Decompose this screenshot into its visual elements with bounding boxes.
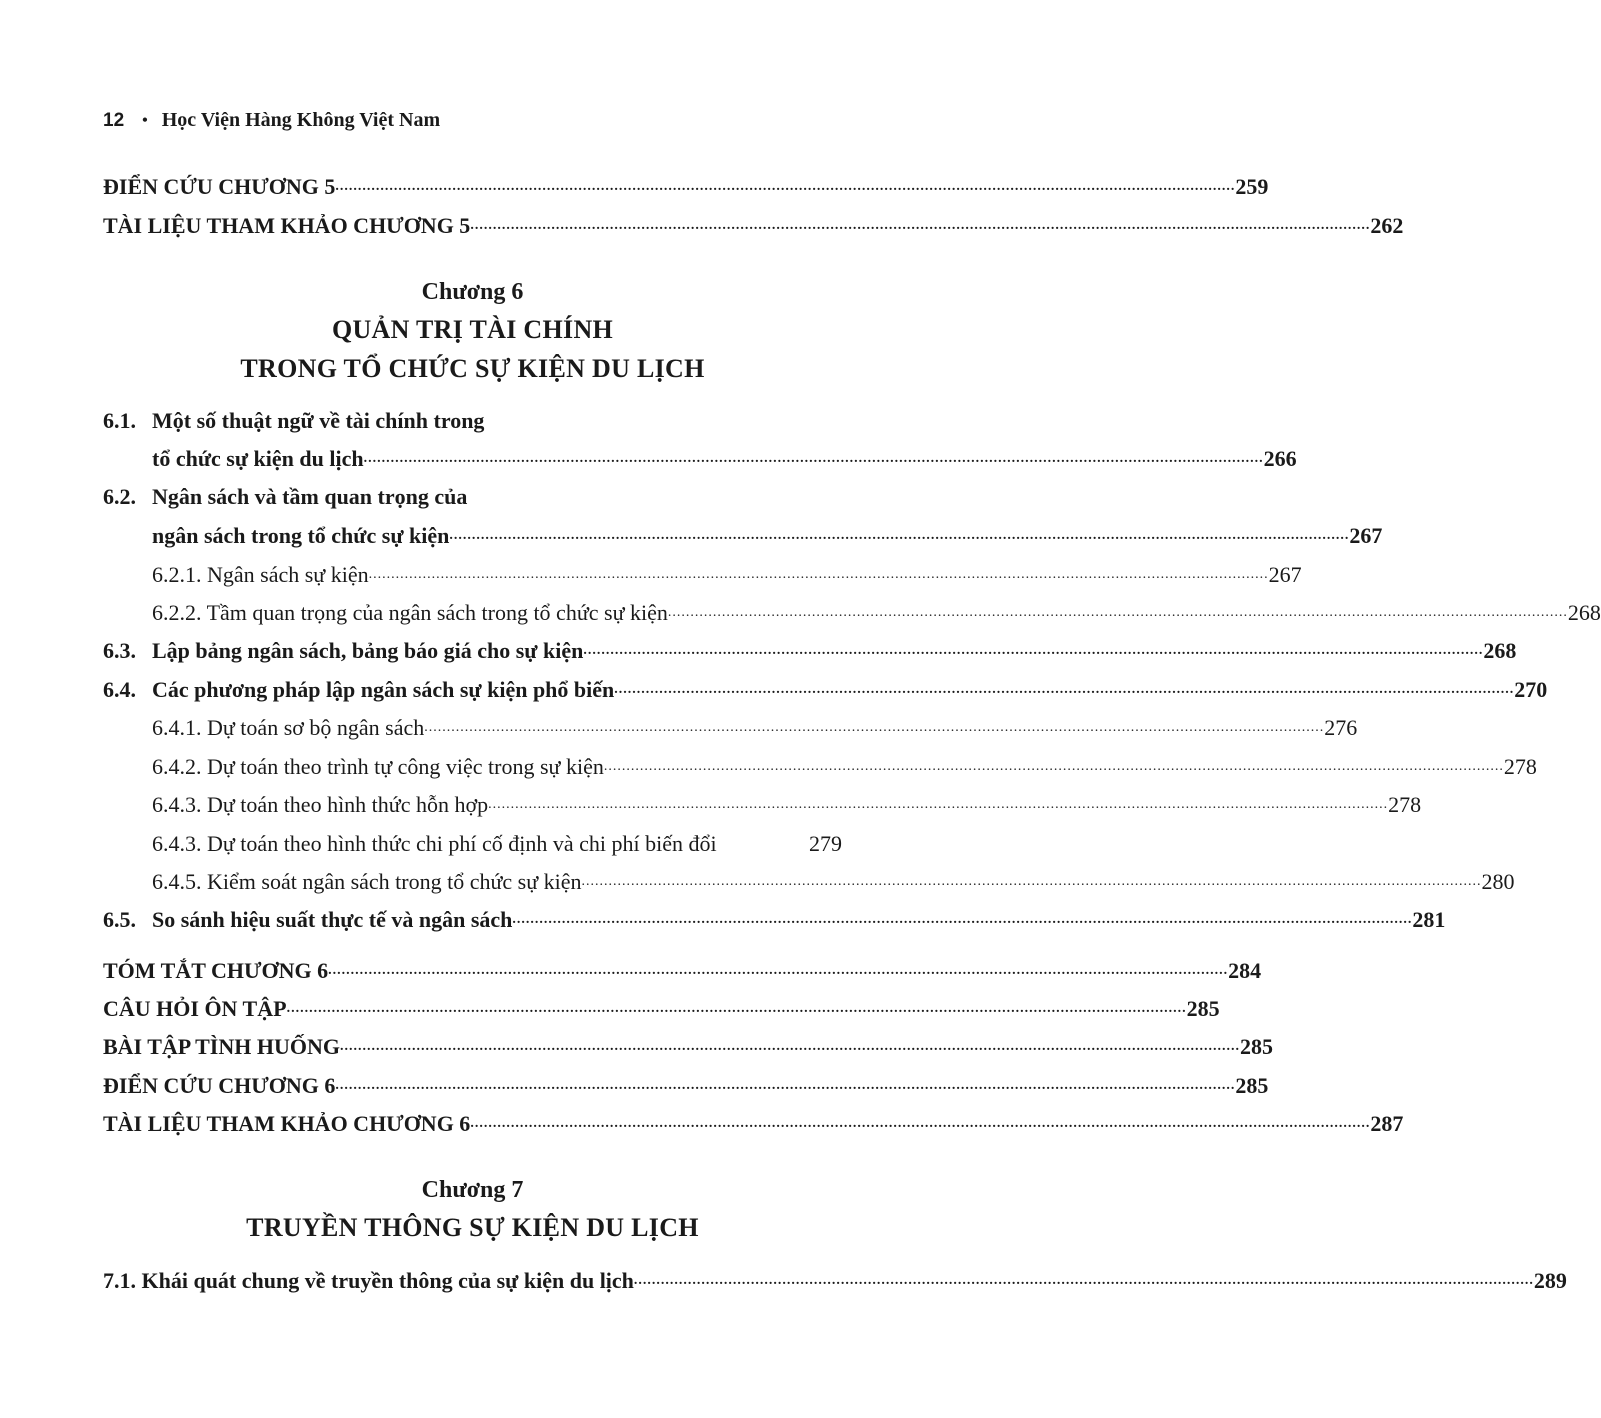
- entry-title: Lập bảng ngân sách, bảng báo giá cho sự kiện: [152, 638, 584, 663]
- indent: [103, 868, 152, 896]
- entry-title: 6.4.2. Dự toán theo trình tự công việc trong sự kiện: [152, 754, 604, 779]
- running-header: [103, 109, 440, 132]
- toc-entry: [103, 1110, 1404, 1138]
- entry-page-number: 285: [1235, 1073, 1269, 1098]
- indent: [103, 445, 152, 473]
- toc-entry: [103, 753, 1537, 781]
- leader-dots: ........................................................................................................................................................................................................: [286, 1001, 1187, 1016]
- entry-title: ĐIỂN CỨU CHƯƠNG 5: [103, 174, 336, 199]
- entry-title: 6.4.1. Dự toán sơ bộ ngân sách: [152, 715, 425, 740]
- publisher-name: Học Viện Hàng Không Việt Nam: [161, 109, 441, 131]
- toc-entry: [103, 957, 1262, 985]
- toc-entry: [103, 561, 1302, 589]
- entry-page-number: 267: [1349, 523, 1383, 548]
- entry-page-number: 270: [1514, 677, 1548, 702]
- toc-entry: [103, 995, 1220, 1023]
- leader-dots: ........................................................................................................................................................................................................: [614, 682, 1515, 697]
- toc-entry: [103, 906, 1446, 934]
- entry-page-number: 266: [1263, 446, 1297, 471]
- leader-dots: ........................................................................................................................................................................................................: [424, 720, 1325, 735]
- entry-page-number: 279: [809, 831, 842, 856]
- entry-page-number: 285: [1239, 1034, 1273, 1059]
- toc-entry: [103, 483, 842, 511]
- leader-dots: ........................................................................................................................................................................................................: [633, 1273, 1534, 1288]
- leader-dots: ........................................................................................................................................................................................................: [488, 797, 1389, 812]
- leader-dots: ........................................................................................................................................................................................................: [583, 643, 1484, 658]
- entry-title: 6.4.5. Kiểm soát ngân sách trong tổ chức sự kiện: [152, 869, 582, 894]
- toc-entry: [103, 445, 1297, 473]
- leader-dots: ........................................................................................................................................................................................................: [581, 874, 1482, 889]
- chapter-heading: Chương 6: [421, 279, 524, 305]
- indent: [103, 561, 152, 589]
- leader-dots: ........................................................................................................................................................................................................: [368, 567, 1269, 582]
- chapter-heading: Chương 7: [421, 1177, 524, 1203]
- entry-title: ĐIỂN CỨU CHƯƠNG 6: [103, 1073, 336, 1098]
- entry-title: Ngân sách và tầm quan trọng của: [152, 484, 468, 509]
- toc-entry: [103, 522, 1383, 550]
- indent: [103, 714, 152, 742]
- indent: [103, 791, 152, 819]
- leader-dots: ........................................................................................................................................................................................................: [512, 912, 1413, 927]
- entry-page-number: 284: [1228, 958, 1262, 983]
- leader-dots: ........................................................................................................................................................................................................: [335, 179, 1236, 194]
- indent: [103, 599, 152, 627]
- entry-title: TÀI LIỆU THAM KHẢO CHƯƠNG 5: [103, 213, 471, 238]
- entry-title: TÀI LIỆU THAM KHẢO CHƯƠNG 6: [103, 1111, 471, 1136]
- leader-dots: ........................................................................................................................................................................................................: [449, 528, 1350, 543]
- chapter-heading: QUẢN TRỊ TÀI CHÍNH: [331, 315, 614, 344]
- entry-page-number: 259: [1235, 174, 1269, 199]
- toc-entry: [103, 868, 1515, 896]
- toc-entry: [103, 676, 1548, 704]
- entry-page-number: 278: [1503, 754, 1537, 779]
- entry-page-number: 268: [1483, 638, 1517, 663]
- leader-dots: ........................................................................................................................................................................................................: [339, 1039, 1240, 1054]
- chapter-heading: TRUYỀN THÔNG SỰ KIỆN DU LỊCH: [246, 1213, 699, 1242]
- entry-title: 6.2.1. Ngân sách sự kiện: [152, 562, 369, 587]
- entry-number: 6.2.: [103, 484, 136, 509]
- entry-title: BÀI TẬP TÌNH HUỐNG: [103, 1034, 340, 1059]
- entry-number: 6.3.: [103, 638, 136, 663]
- entry-page-number: 268: [1567, 600, 1601, 625]
- toc-entry: [103, 173, 1269, 201]
- entry-title: ngân sách trong tổ chức sự kiện: [152, 523, 450, 548]
- entry-title: 6.4.3. Dự toán theo hình thức hỗn hợp: [152, 792, 489, 817]
- toc-entry: [103, 791, 1422, 819]
- toc-entry: [103, 1072, 1269, 1100]
- entry-page-number: 262: [1370, 213, 1404, 238]
- entry-page-number: 289: [1533, 1268, 1567, 1293]
- entry-title: 6.4.3. Dự toán theo hình thức chi phí cố định và chi phí biến đổi: [152, 831, 717, 856]
- leader-dots: ........................................................................................................................................................................................................: [667, 605, 1568, 620]
- leader-dots: ........................................................................................................................................................................................................: [470, 1116, 1371, 1131]
- entry-title: 6.2.2. Tầm quan trọng của ngân sách trong tổ chức sự kiện: [152, 600, 668, 625]
- entry-title: CÂU HỎI ÔN TẬP: [103, 996, 287, 1021]
- indent: [103, 830, 152, 858]
- page-number: 12: [103, 109, 125, 131]
- entry-page-number: 280: [1481, 869, 1515, 894]
- entry-page-number: 285: [1186, 996, 1220, 1021]
- entry-page-number: 276: [1324, 715, 1358, 740]
- toc-entry: [103, 1267, 1567, 1295]
- toc-entry: [103, 1033, 1273, 1061]
- leader-dots: [717, 830, 809, 858]
- chapter-heading: TRONG TỔ CHỨC SỰ KIỆN DU LỊCH: [240, 354, 705, 383]
- entry-title: Một số thuật ngữ về tài chính trong: [152, 408, 485, 433]
- entry-number: 6.1.: [103, 408, 136, 433]
- indent: [103, 522, 152, 550]
- entry-title: TÓM TẮT CHƯƠNG 6: [103, 958, 329, 983]
- toc-entry: [103, 407, 842, 435]
- entry-page-number: 281: [1412, 907, 1446, 932]
- entry-title: So sánh hiệu suất thực tế và ngân sách: [152, 907, 513, 932]
- entry-number: 6.5.: [103, 907, 136, 932]
- entry-page-number: 287: [1370, 1111, 1404, 1136]
- leader-dots: ........................................................................................................................................................................................................: [603, 759, 1504, 774]
- toc-entry: [103, 637, 1517, 665]
- entry-title: 7.1. Khái quát chung về truyền thông của sự kiện du lịch: [103, 1268, 634, 1293]
- indent: [103, 753, 152, 781]
- leader-dots: ........................................................................................................................................................................................................: [335, 1078, 1236, 1093]
- leader-dots: ........................................................................................................................................................................................................: [470, 218, 1371, 233]
- entry-page-number: 278: [1388, 792, 1422, 817]
- bullet-separator: •: [142, 111, 148, 129]
- leader-dots: ........................................................................................................................................................................................................: [363, 451, 1264, 466]
- entry-number: 6.4.: [103, 677, 136, 702]
- toc-entry: [103, 714, 1358, 742]
- entry-title: Các phương pháp lập ngân sách sự kiện phổ biến: [152, 677, 615, 702]
- entry-title: tổ chức sự kiện du lịch: [152, 446, 364, 471]
- leader-dots: ........................................................................................................................................................................................................: [328, 963, 1229, 978]
- toc-entry: [103, 830, 842, 858]
- toc-entry: [103, 599, 1601, 627]
- toc-entry: [103, 212, 1404, 240]
- entry-page-number: 267: [1268, 562, 1302, 587]
